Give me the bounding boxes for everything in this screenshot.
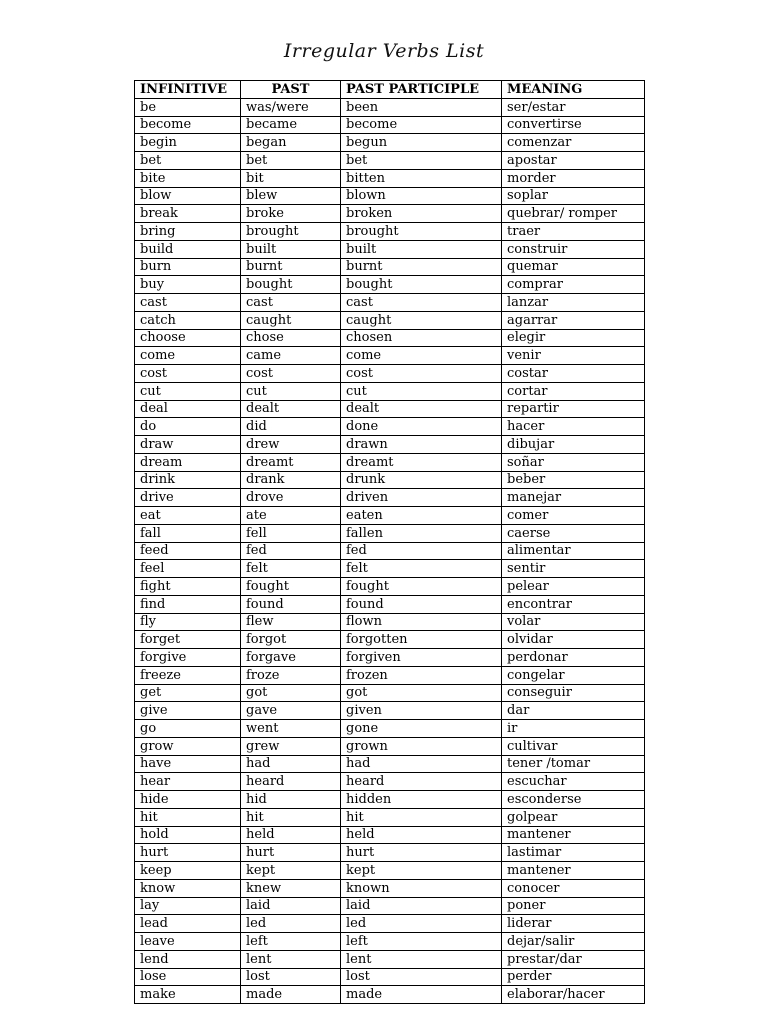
meaning-cell: mantener [502,826,645,844]
meaning-cell: liderar [502,915,645,933]
past-participle-cell: cost [341,365,502,383]
meaning-cell: perder [502,968,645,986]
past-participle-cell: cut [341,382,502,400]
meaning-cell: conseguir [502,684,645,702]
infinitive-cell: deal [135,400,241,418]
meaning-cell: apostar [502,152,645,170]
past-cell: fell [241,524,341,542]
meaning-cell: costar [502,365,645,383]
past-cell: bet [241,152,341,170]
past-participle-cell: begun [341,134,502,152]
infinitive-cell: do [135,418,241,436]
past-participle-cell: driven [341,489,502,507]
past-cell: bought [241,276,341,294]
past-participle-cell: eaten [341,507,502,525]
infinitive-cell: cut [135,382,241,400]
infinitive-cell: keep [135,862,241,880]
meaning-cell: manejar [502,489,645,507]
table-row [135,258,645,276]
infinitive-cell: break [135,205,241,223]
meaning-cell: beber [502,471,645,489]
infinitive-cell: begin [135,134,241,152]
infinitive-cell: blow [135,187,241,205]
table-row [135,489,645,507]
table-row [135,862,645,880]
past-participle-cell: fed [341,542,502,560]
table-row [135,737,645,755]
past-participle-cell: bought [341,276,502,294]
past-participle-cell: hit [341,808,502,826]
table-row [135,560,645,578]
past-cell: forgot [241,631,341,649]
past-cell: grew [241,737,341,755]
table-row [135,613,645,631]
infinitive-cell: hide [135,791,241,809]
past-cell: cost [241,365,341,383]
meaning-cell: ser/estar [502,98,645,116]
infinitive-cell: bring [135,223,241,241]
meaning-cell: construir [502,240,645,258]
table-row [135,791,645,809]
meaning-cell: elegir [502,329,645,347]
meaning-cell: esconderse [502,791,645,809]
table-row [135,152,645,170]
past-cell: hid [241,791,341,809]
table-row [135,666,645,684]
past-participle-cell: been [341,98,502,116]
meaning-cell: elaborar/hacer [502,986,645,1004]
meaning-cell: soñar [502,453,645,471]
past-participle-cell: held [341,826,502,844]
table-row [135,169,645,187]
infinitive-cell: feel [135,560,241,578]
past-cell: brought [241,223,341,241]
meaning-cell: quebrar/ romper [502,205,645,223]
past-cell: lent [241,950,341,968]
past-cell: had [241,755,341,773]
past-participle-cell: made [341,986,502,1004]
past-cell: left [241,933,341,951]
infinitive-cell: hit [135,808,241,826]
infinitive-cell: fall [135,524,241,542]
table-row [135,542,645,560]
past-participle-cell: chosen [341,329,502,347]
meaning-cell: hacer [502,418,645,436]
meaning-cell: comprar [502,276,645,294]
infinitive-cell: lead [135,915,241,933]
past-participle-cell: fallen [341,524,502,542]
infinitive-cell: bet [135,152,241,170]
past-cell: began [241,134,341,152]
past-participle-cell: grown [341,737,502,755]
table-body [135,98,645,1003]
table-row [135,507,645,525]
meaning-cell: dejar/salir [502,933,645,951]
table-row [135,631,645,649]
past-participle-cell: frozen [341,666,502,684]
past-cell: chose [241,329,341,347]
past-cell: bit [241,169,341,187]
table-row [135,773,645,791]
table-row [135,400,645,418]
past-cell: caught [241,311,341,329]
past-participle-cell: dealt [341,400,502,418]
meaning-cell: lastimar [502,844,645,862]
meaning-cell: volar [502,613,645,631]
meaning-cell: perdonar [502,649,645,667]
past-cell: forgave [241,649,341,667]
infinitive-cell: lay [135,897,241,915]
past-cell: was/were [241,98,341,116]
past-cell: made [241,986,341,1004]
past-participle-cell: flown [341,613,502,631]
past-cell: did [241,418,341,436]
table-row [135,187,645,205]
table-row [135,116,645,134]
past-participle-cell: known [341,879,502,897]
past-cell: came [241,347,341,365]
table-row [135,276,645,294]
table-row [135,808,645,826]
meaning-cell: alimentar [502,542,645,560]
infinitive-cell: grow [135,737,241,755]
infinitive-cell: draw [135,436,241,454]
past-participle-cell: fought [341,578,502,596]
past-cell: fed [241,542,341,560]
table-row [135,98,645,116]
infinitive-cell: forgive [135,649,241,667]
past-participle-cell: left [341,933,502,951]
past-cell: hit [241,808,341,826]
past-cell: cast [241,294,341,312]
past-cell: froze [241,666,341,684]
past-participle-cell: gone [341,720,502,738]
infinitive-cell: go [135,720,241,738]
table-row [135,471,645,489]
past-participle-cell: given [341,702,502,720]
table-row [135,968,645,986]
meaning-cell: golpear [502,808,645,826]
past-participle-cell: hurt [341,844,502,862]
infinitive-cell: buy [135,276,241,294]
infinitive-cell: hurt [135,844,241,862]
past-participle-cell: caught [341,311,502,329]
meaning-cell: cortar [502,382,645,400]
past-participle-cell: lost [341,968,502,986]
infinitive-cell: hear [135,773,241,791]
infinitive-cell: burn [135,258,241,276]
table-row [135,702,645,720]
table-row [135,436,645,454]
past-cell: became [241,116,341,134]
past-cell: broke [241,205,341,223]
meaning-cell: escuchar [502,773,645,791]
past-cell: flew [241,613,341,631]
past-participle-cell: hidden [341,791,502,809]
past-participle-cell: cast [341,294,502,312]
past-participle-cell: drunk [341,471,502,489]
past-cell: held [241,826,341,844]
past-participle-cell: built [341,240,502,258]
past-participle-cell: led [341,915,502,933]
past-participle-cell: forgotten [341,631,502,649]
infinitive-cell: drink [135,471,241,489]
table-row [135,524,645,542]
past-cell: blew [241,187,341,205]
meaning-cell: mantener [502,862,645,880]
past-participle-cell: dreamt [341,453,502,471]
table-row [135,418,645,436]
meaning-cell: dibujar [502,436,645,454]
infinitive-cell: dream [135,453,241,471]
meaning-cell: prestar/dar [502,950,645,968]
meaning-cell: traer [502,223,645,241]
table-row [135,595,645,613]
past-participle-cell: brought [341,223,502,241]
table-row [135,684,645,702]
infinitive-cell: cost [135,365,241,383]
table-row [135,382,645,400]
table-row [135,294,645,312]
past-participle-cell: come [341,347,502,365]
past-cell: dealt [241,400,341,418]
infinitive-cell: fight [135,578,241,596]
infinitive-cell: find [135,595,241,613]
meaning-cell: tener /tomar [502,755,645,773]
meaning-cell: conocer [502,879,645,897]
table-row [135,897,645,915]
meaning-cell: convertirse [502,116,645,134]
table-row [135,134,645,152]
past-cell: found [241,595,341,613]
past-cell: built [241,240,341,258]
meaning-cell: repartir [502,400,645,418]
infinitive-cell: become [135,116,241,134]
infinitive-cell: eat [135,507,241,525]
infinitive-cell: have [135,755,241,773]
infinitive-cell: get [135,684,241,702]
meaning-cell: poner [502,897,645,915]
meaning-cell: quemar [502,258,645,276]
table-row [135,311,645,329]
meaning-cell: ir [502,720,645,738]
past-participle-cell: heard [341,773,502,791]
past-cell: gave [241,702,341,720]
meaning-cell: comer [502,507,645,525]
meaning-cell: comenzar [502,134,645,152]
infinitive-cell: hold [135,826,241,844]
past-participle-cell: forgiven [341,649,502,667]
infinitive-cell: come [135,347,241,365]
meaning-cell: lanzar [502,294,645,312]
meaning-cell: cultivar [502,737,645,755]
past-cell: drew [241,436,341,454]
infinitive-cell: be [135,98,241,116]
infinitive-cell: catch [135,311,241,329]
infinitive-cell: fly [135,613,241,631]
table-row [135,205,645,223]
infinitive-cell: make [135,986,241,1004]
meaning-cell: dar [502,702,645,720]
infinitive-cell: give [135,702,241,720]
past-participle-cell: broken [341,205,502,223]
infinitive-cell: lose [135,968,241,986]
past-cell: heard [241,773,341,791]
infinitive-cell: forget [135,631,241,649]
infinitive-cell: know [135,879,241,897]
infinitive-cell: choose [135,329,241,347]
past-cell: got [241,684,341,702]
table-row [135,986,645,1004]
header-past-participle: PAST PARTICIPLE [341,81,502,99]
past-participle-cell: blown [341,187,502,205]
irregular-verbs-table [134,80,645,1004]
past-cell: burnt [241,258,341,276]
past-cell: cut [241,382,341,400]
table-row [135,365,645,383]
infinitive-cell: cast [135,294,241,312]
past-participle-cell: lent [341,950,502,968]
past-cell: led [241,915,341,933]
infinitive-cell: bite [135,169,241,187]
meaning-cell: encontrar [502,595,645,613]
meaning-cell: morder [502,169,645,187]
page-title: Irregular Verbs List [283,40,485,62]
table-row [135,649,645,667]
past-cell: dreamt [241,453,341,471]
past-participle-cell: become [341,116,502,134]
past-cell: felt [241,560,341,578]
header-past: PAST [241,81,341,99]
past-cell: went [241,720,341,738]
table-row [135,755,645,773]
past-participle-cell: burnt [341,258,502,276]
meaning-cell: pelear [502,578,645,596]
table-row [135,240,645,258]
past-cell: drove [241,489,341,507]
infinitive-cell: lend [135,950,241,968]
past-cell: drank [241,471,341,489]
past-cell: lost [241,968,341,986]
table-row [135,578,645,596]
table-row [135,223,645,241]
past-participle-cell: done [341,418,502,436]
table-row [135,826,645,844]
meaning-cell: congelar [502,666,645,684]
header-infinitive: INFINITIVE [135,81,241,99]
table-row [135,950,645,968]
past-participle-cell: drawn [341,436,502,454]
past-participle-cell: bitten [341,169,502,187]
infinitive-cell: leave [135,933,241,951]
table-row [135,453,645,471]
header-meaning: MEANING [502,81,645,99]
meaning-cell: olvidar [502,631,645,649]
meaning-cell: venir [502,347,645,365]
infinitive-cell: feed [135,542,241,560]
table-header-row [135,81,645,99]
past-participle-cell: kept [341,862,502,880]
table-row [135,915,645,933]
table-row [135,329,645,347]
past-cell: knew [241,879,341,897]
meaning-cell: sentir [502,560,645,578]
past-participle-cell: laid [341,897,502,915]
past-cell: fought [241,578,341,596]
table-row [135,720,645,738]
meaning-cell: soplar [502,187,645,205]
meaning-cell: caerse [502,524,645,542]
past-cell: hurt [241,844,341,862]
meaning-cell: agarrar [502,311,645,329]
past-participle-cell: got [341,684,502,702]
past-cell: kept [241,862,341,880]
table-row [135,844,645,862]
infinitive-cell: build [135,240,241,258]
table-row [135,347,645,365]
past-cell: ate [241,507,341,525]
past-participle-cell: had [341,755,502,773]
past-cell: laid [241,897,341,915]
past-participle-cell: felt [341,560,502,578]
table-row [135,879,645,897]
table-row [135,933,645,951]
past-participle-cell: bet [341,152,502,170]
infinitive-cell: freeze [135,666,241,684]
infinitive-cell: drive [135,489,241,507]
past-participle-cell: found [341,595,502,613]
